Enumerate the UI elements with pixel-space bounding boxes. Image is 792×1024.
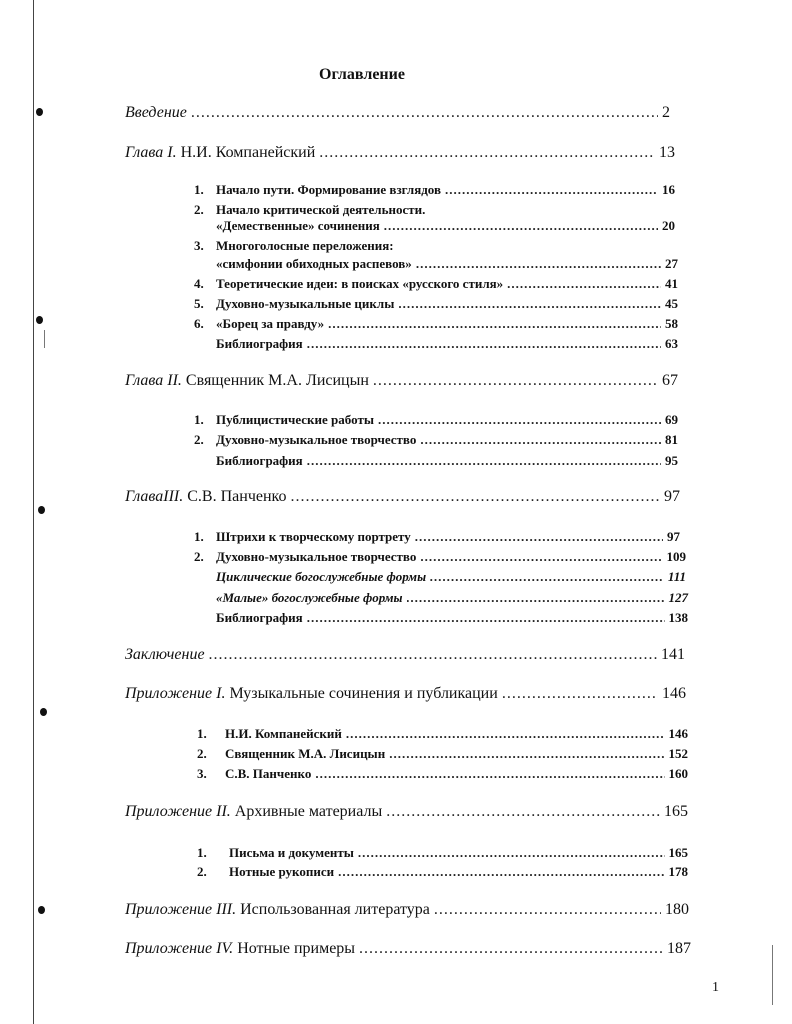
toc-subentry[interactable]: 3. С.В. Панченко ..... 160 (197, 766, 688, 782)
leader-dots (389, 746, 664, 762)
scan-speck (38, 506, 45, 514)
leader-dots (290, 488, 660, 506)
leader-dots (416, 256, 661, 272)
toc-subentry[interactable]: 5. Духовно-музыкальные циклы ..... 45 (194, 296, 678, 312)
toc-entry-intro[interactable]: Введение ..... 2 (125, 104, 670, 122)
leader-dots (434, 901, 661, 919)
leader-dots (430, 569, 664, 585)
leader-dots (191, 104, 658, 122)
toc-entry-appendix4[interactable]: Приложение IV. Нотные примеры ..... 187 (125, 940, 691, 958)
scan-speck (38, 906, 45, 914)
leader-dots (328, 316, 661, 332)
leader-dots (398, 296, 661, 312)
leader-dots (307, 610, 665, 626)
leader-dots (307, 453, 661, 469)
toc-subentry[interactable]: Библиография ..... 95 (216, 453, 678, 469)
toc-subentry[interactable]: 4. Теоретические идеи: в поисках «русского стиля» ..... 41 (194, 276, 678, 292)
toc-subentry[interactable]: «симфонии обиходных распевов» ..... 27 (216, 256, 678, 272)
leader-dots (384, 218, 658, 234)
leader-dots (378, 412, 661, 428)
leader-dots (358, 845, 665, 861)
scan-speck (36, 108, 43, 116)
leader-dots (359, 940, 663, 958)
toc-entry-conclusion[interactable]: Заключение ..... 141 (125, 646, 685, 664)
toc-subentry[interactable]: Библиография ..... 138 (216, 610, 688, 626)
toc-entry-chapter3[interactable]: ГлаваIII. С.В. Панченко ..... 97 (125, 488, 680, 506)
leader-dots (420, 432, 661, 448)
toc-subentry[interactable]: 6. «Борец за правду» ..... 58 (194, 316, 678, 332)
leader-dots (346, 726, 665, 742)
toc-subentry[interactable]: 2. Духовно-музыкальное творчество ..... 81 (194, 432, 678, 448)
toc-entry-appendix3[interactable]: Приложение III. Использованная литература ..... 180 (125, 901, 689, 919)
leader-dots (319, 144, 655, 162)
toc-subentry[interactable]: 1. Начало пути. Формирование взглядов ..... 16 (194, 182, 675, 198)
leader-dots (373, 372, 658, 390)
toc-subentry[interactable]: 2. Священник М.А. Лисицын ..... 152 (197, 746, 688, 762)
leader-dots (420, 549, 662, 565)
leader-dots (307, 336, 661, 352)
toc-subentry[interactable]: 2. Духовно-музыкальное творчество ..... 109 (194, 549, 686, 565)
page-left-edge (33, 0, 34, 1024)
toc-entry-appendix2[interactable]: Приложение II. Архивные материалы ..... 165 (125, 803, 688, 821)
toc-subentry[interactable]: 1. Н.И. Компанейский ..... 146 (197, 726, 688, 742)
toc-entry-appendix1[interactable]: Приложение I. Музыкальные сочинения и публикации ..... 146 (125, 685, 686, 703)
toc-title: Оглавление (319, 66, 405, 83)
leader-dots (445, 182, 658, 198)
leader-dots (386, 803, 660, 821)
toc-subentry[interactable]: 2. Начало критической деятельности. (194, 202, 426, 217)
page-number: 1 (712, 980, 719, 995)
toc-entry-chapter2[interactable]: Глава II. Священник М.А. Лисицын ..... 67 (125, 372, 678, 390)
scan-speck (36, 316, 43, 324)
toc-subentry[interactable]: 1. Штрихи к творческому портрету ..... 97 (194, 529, 680, 545)
toc-subentry[interactable]: 1. Письма и документы ..... 165 (197, 845, 688, 861)
leader-dots (315, 766, 664, 782)
scan-speck (40, 708, 47, 716)
toc-subentry[interactable]: Циклические богослужебные формы ..... 111 (216, 569, 686, 585)
toc-subentry[interactable]: Библиография ..... 63 (216, 336, 678, 352)
toc-subentry[interactable]: «Демественные» сочинения ..... 20 (216, 218, 675, 234)
toc-entry-chapter1[interactable]: Глава I. Н.И. Компанейский ..... 13 (125, 144, 675, 162)
leader-dots (407, 590, 665, 606)
toc-subentry[interactable]: 2. Нотные рукописи ..... 178 (197, 864, 688, 880)
leader-dots (338, 864, 664, 880)
toc-subentry[interactable]: 1. Публицистические работы ..... 69 (194, 412, 678, 428)
leader-dots (502, 685, 658, 703)
toc-subentry[interactable]: «Малые» богослужебные формы ..... 127 (216, 590, 688, 606)
toc-subentry[interactable]: 3. Многоголосные переложения: (194, 238, 394, 253)
scan-mark (772, 945, 773, 1005)
leader-dots (415, 529, 663, 545)
scan-mark (44, 330, 45, 348)
leader-dots (507, 276, 661, 292)
leader-dots (209, 646, 657, 664)
